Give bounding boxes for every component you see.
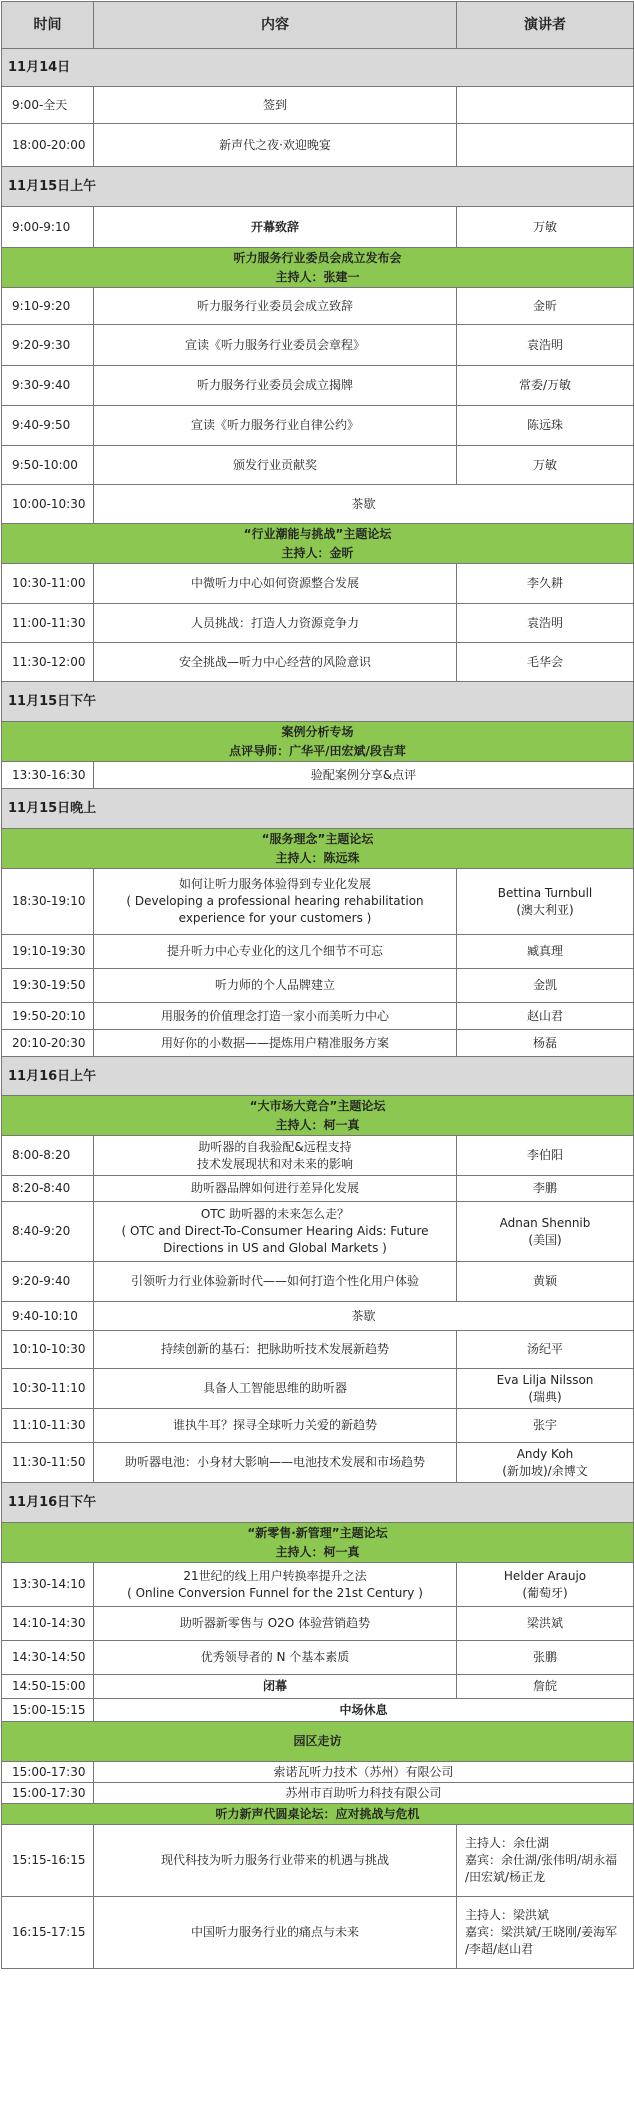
session-row bbox=[2, 1262, 634, 1302]
session-speaker: 汤纪平 bbox=[457, 1331, 634, 1369]
session-row bbox=[2, 1369, 634, 1409]
session-time: 11:00-11:30 bbox=[2, 604, 94, 643]
session-title: 现代科技为听力服务行业带来的机遇与挑战 bbox=[94, 1825, 457, 1897]
session-row bbox=[2, 1176, 634, 1202]
session-title bbox=[94, 1136, 457, 1176]
session-title: 验配案例分享&点评 bbox=[94, 762, 634, 789]
session-speaker: 詹皖 bbox=[457, 1675, 634, 1699]
speaker-name: Bettina Turnbull bbox=[497, 885, 593, 900]
session-speaker: 梁洪斌 bbox=[457, 1607, 634, 1641]
session-time: 19:10-19:30 bbox=[2, 935, 94, 969]
session-time: 10:00-10:30 bbox=[2, 485, 94, 524]
session-time: 11:30-12:00 bbox=[2, 643, 94, 682]
day-label: 11月15日下午 bbox=[2, 682, 634, 722]
day-row bbox=[2, 1057, 634, 1096]
day-label: 11月15日上午 bbox=[2, 167, 634, 207]
session-speaker bbox=[457, 1443, 634, 1483]
session-speaker: 万敏 bbox=[457, 446, 634, 485]
section-header bbox=[2, 1804, 634, 1825]
session-title: 听力服务行业委员会成立揭牌 bbox=[94, 366, 457, 406]
agenda-table bbox=[1, 1, 634, 1969]
session-title: 安全挑战—听力中心经营的风险意识 bbox=[94, 643, 457, 682]
day-row bbox=[2, 1483, 634, 1523]
section-title: 听力新声代圆桌论坛：应对挑战与危机 bbox=[2, 1804, 634, 1825]
session-speaker: 杨磊 bbox=[457, 1030, 634, 1057]
section-host: 主持人：陈远珠 bbox=[275, 850, 360, 865]
session-title bbox=[94, 869, 457, 935]
session-row bbox=[2, 869, 634, 935]
session-time: 18:30-19:10 bbox=[2, 869, 94, 935]
section-title: 园区走访 bbox=[2, 1722, 634, 1762]
session-row bbox=[2, 1675, 634, 1699]
col-header-time: 时间 bbox=[2, 2, 94, 49]
session-row bbox=[2, 762, 634, 789]
session-title: 助听器品牌如何进行差异化发展 bbox=[94, 1176, 457, 1202]
header-row bbox=[2, 2, 634, 49]
session-time: 10:30-11:00 bbox=[2, 564, 94, 604]
session-row bbox=[2, 604, 634, 643]
session-row bbox=[2, 1641, 634, 1675]
section-title: 案例分析专场 bbox=[281, 724, 354, 739]
session-time: 8:40-9:20 bbox=[2, 1202, 94, 1262]
session-title: 助听器电池：小身材大影响——电池技术发展和市场趋势 bbox=[94, 1443, 457, 1483]
session-time: 9:00-9:10 bbox=[2, 207, 94, 248]
session-time: 15:15-16:15 bbox=[2, 1825, 94, 1897]
session-title: 用好你的小数据——提炼用户精准服务方案 bbox=[94, 1030, 457, 1057]
day-row bbox=[2, 49, 634, 87]
session-time: 18:00-20:00 bbox=[2, 124, 94, 167]
session-time: 9:40-9:50 bbox=[2, 406, 94, 446]
session-speaker: 万敏 bbox=[457, 207, 634, 248]
session-title: 签到 bbox=[94, 87, 457, 124]
section-block bbox=[2, 1523, 634, 1563]
session-row bbox=[2, 643, 634, 682]
session-time: 9:30-9:40 bbox=[2, 366, 94, 406]
day-row bbox=[2, 789, 634, 829]
session-time: 15:00-17:30 bbox=[2, 1762, 94, 1783]
section-block bbox=[2, 248, 634, 288]
section-title: “大市场大竞合”主题论坛 bbox=[249, 1098, 386, 1113]
section-header bbox=[2, 524, 634, 564]
session-row bbox=[2, 564, 634, 604]
guest-line: 嘉宾：梁洪斌/王晓刚/姜海军 bbox=[465, 1925, 618, 1939]
speaker-name: Adnan Shennib bbox=[499, 1215, 591, 1230]
guest-line: 嘉宾：余仕湖/张伟明/胡永福 bbox=[465, 1853, 618, 1867]
day-row bbox=[2, 167, 634, 207]
session-speaker: 臧真理 bbox=[457, 935, 634, 969]
col-header-speaker: 演讲者 bbox=[457, 2, 634, 49]
session-title: 索诺瓦听力技术（苏州）有限公司 bbox=[94, 1762, 634, 1783]
session-title: 持续创新的基石：把脉助听技术发展新趋势 bbox=[94, 1331, 457, 1369]
section-header bbox=[2, 1523, 634, 1563]
session-speaker: 毛华会 bbox=[457, 643, 634, 682]
session-time: 15:00-17:30 bbox=[2, 1783, 94, 1804]
section-header bbox=[2, 1722, 634, 1762]
session-title: 优秀领导者的 N 个基本素质 bbox=[94, 1641, 457, 1675]
session-time: 9:20-9:30 bbox=[2, 325, 94, 366]
session-time: 8:20-8:40 bbox=[2, 1176, 94, 1202]
session-row bbox=[2, 1897, 634, 1969]
session-time: 14:50-15:00 bbox=[2, 1675, 94, 1699]
title-line: Directions in US and Global Markets ) bbox=[163, 1241, 387, 1255]
session-row bbox=[2, 969, 634, 1003]
session-title: 助听器新零售与 O2O 体验营销趋势 bbox=[94, 1607, 457, 1641]
section-host: 点评导师：广华平/田宏斌/段吉茸 bbox=[229, 743, 406, 758]
title-line: OTC 助听器的未来怎么走？ bbox=[200, 1207, 350, 1221]
session-time: 9:20-9:40 bbox=[2, 1262, 94, 1302]
session-title: 开幕致辞 bbox=[94, 207, 457, 248]
host-line: 主持人：余仕湖 bbox=[465, 1836, 550, 1850]
session-speaker: 张鹏 bbox=[457, 1641, 634, 1675]
session-time: 11:10-11:30 bbox=[2, 1409, 94, 1443]
speaker-country: (美国) bbox=[528, 1232, 562, 1247]
session-row bbox=[2, 1607, 634, 1641]
session-speaker bbox=[457, 1369, 634, 1409]
session-title: 引领听力行业体验新时代——如何打造个性化用户体验 bbox=[94, 1262, 457, 1302]
break-label: 茶歇 bbox=[94, 1302, 634, 1331]
title-line: ( Developing a professional hearing rehabilitation bbox=[126, 894, 424, 908]
session-title: 宣读《听力服务行业自律公约》 bbox=[94, 406, 457, 446]
speaker-country: (新加坡)/余博文 bbox=[502, 1463, 588, 1478]
session-speaker: 赵山君 bbox=[457, 1003, 634, 1030]
session-time: 8:00-8:20 bbox=[2, 1136, 94, 1176]
session-speaker: 陈远珠 bbox=[457, 406, 634, 446]
section-block bbox=[2, 722, 634, 762]
section-host: 主持人：柯一真 bbox=[275, 1117, 360, 1132]
session-speaker bbox=[457, 1202, 634, 1262]
session-title: 颁发行业贡献奖 bbox=[94, 446, 457, 485]
session-title: 听力师的个人品牌建立 bbox=[94, 969, 457, 1003]
day-row bbox=[2, 682, 634, 722]
speaker-country: (葡萄牙) bbox=[522, 1585, 568, 1600]
session-speaker: 金凯 bbox=[457, 969, 634, 1003]
session-time: 20:10-20:30 bbox=[2, 1030, 94, 1057]
break-label: 茶歇 bbox=[94, 485, 634, 524]
session-title: 中国听力服务行业的痛点与未来 bbox=[94, 1897, 457, 1969]
session-time: 19:50-20:10 bbox=[2, 1003, 94, 1030]
break-row bbox=[2, 1699, 634, 1722]
session-title: 闭幕 bbox=[94, 1675, 457, 1699]
title-line: ( OTC and Direct-To-Consumer Hearing Aids: Future bbox=[121, 1224, 429, 1238]
title-line: 21世纪的线上用户转换率提升之法 bbox=[183, 1568, 367, 1583]
section-header bbox=[2, 1096, 634, 1136]
section-header bbox=[2, 248, 634, 288]
session-time: 9:50-10:00 bbox=[2, 446, 94, 485]
session-title: 提升听力中心专业化的这几个细节不可忘 bbox=[94, 935, 457, 969]
section-title: “服务理念”主题论坛 bbox=[261, 831, 374, 846]
session-speaker: 李伯阳 bbox=[457, 1136, 634, 1176]
session-speaker bbox=[457, 87, 634, 124]
host-line: 主持人：梁洪斌 bbox=[465, 1908, 550, 1922]
session-speaker: 李鹏 bbox=[457, 1176, 634, 1202]
session-title bbox=[94, 1563, 457, 1607]
session-speaker: 常委/万敏 bbox=[457, 366, 634, 406]
session-speaker bbox=[457, 1897, 634, 1969]
section-host: 主持人：柯一真 bbox=[275, 1544, 360, 1559]
session-row bbox=[2, 935, 634, 969]
session-row bbox=[2, 87, 634, 124]
session-speaker bbox=[457, 124, 634, 167]
session-time: 13:30-16:30 bbox=[2, 762, 94, 789]
session-time: 10:10-10:30 bbox=[2, 1331, 94, 1369]
section-block bbox=[2, 1096, 634, 1136]
guest-line: /李超/赵山君 bbox=[465, 1942, 534, 1956]
section-host: 主持人：金昕 bbox=[281, 545, 354, 560]
section-block bbox=[2, 829, 634, 869]
speaker-name: Eva Lilja Nilsson bbox=[496, 1372, 594, 1387]
break-label: 中场休息 bbox=[94, 1699, 634, 1722]
session-row bbox=[2, 1443, 634, 1483]
day-label: 11月15日晚上 bbox=[2, 789, 634, 829]
session-title: 用服务的价值理念打造一家小而美听力中心 bbox=[94, 1003, 457, 1030]
session-row bbox=[2, 1331, 634, 1369]
session-row bbox=[2, 1136, 634, 1176]
session-row bbox=[2, 1003, 634, 1030]
break-row bbox=[2, 485, 634, 524]
session-time: 10:30-11:10 bbox=[2, 1369, 94, 1409]
break-row bbox=[2, 1302, 634, 1331]
speaker-name: Andy Koh bbox=[516, 1446, 574, 1461]
session-time: 9:10-9:20 bbox=[2, 288, 94, 325]
session-row bbox=[2, 406, 634, 446]
section-title: 听力服务行业委员会成立发布会 bbox=[233, 250, 402, 265]
session-row bbox=[2, 1563, 634, 1607]
session-time: 9:00-全天 bbox=[2, 87, 94, 124]
session-time: 19:30-19:50 bbox=[2, 969, 94, 1003]
session-row bbox=[2, 325, 634, 366]
title-line: 技术发展现状和对未来的影响 bbox=[196, 1156, 353, 1171]
session-speaker bbox=[457, 1825, 634, 1897]
session-row bbox=[2, 288, 634, 325]
title-line: 如何让听力服务体验得到专业化发展 bbox=[178, 877, 371, 891]
title-line: ( Online Conversion Funnel for the 21st Century ) bbox=[127, 1585, 423, 1600]
session-title: 中微听力中心如何资源整合发展 bbox=[94, 564, 457, 604]
session-speaker: 张宇 bbox=[457, 1409, 634, 1443]
section-host: 主持人：张建一 bbox=[275, 269, 360, 284]
session-row bbox=[2, 207, 634, 248]
section-title: “行业潮能与挑战”主题论坛 bbox=[243, 526, 392, 541]
session-time: 14:30-14:50 bbox=[2, 1641, 94, 1675]
session-title bbox=[94, 1202, 457, 1262]
guest-line: /田宏斌/杨正龙 bbox=[465, 1870, 546, 1884]
section-header bbox=[2, 829, 634, 869]
session-speaker bbox=[457, 1563, 634, 1607]
session-row bbox=[2, 1825, 634, 1897]
session-row bbox=[2, 1409, 634, 1443]
day-label: 11月14日 bbox=[2, 49, 634, 87]
session-title: 苏州市百助听力科技有限公司 bbox=[94, 1783, 634, 1804]
speaker-country: (瑞典) bbox=[528, 1389, 562, 1404]
day-label: 11月16日下午 bbox=[2, 1483, 634, 1523]
session-title: 宣读《听力服务行业委员会章程》 bbox=[94, 325, 457, 366]
session-row bbox=[2, 1762, 634, 1783]
title-line: 助听器的自我验配&远程支持 bbox=[198, 1139, 352, 1154]
section-block bbox=[2, 524, 634, 564]
session-row bbox=[2, 124, 634, 167]
session-row bbox=[2, 1783, 634, 1804]
session-time: 15:00-15:15 bbox=[2, 1699, 94, 1722]
session-title: 谁执牛耳？探寻全球听力关爱的新趋势 bbox=[94, 1409, 457, 1443]
col-header-content: 内容 bbox=[94, 2, 457, 49]
session-speaker: 李久耕 bbox=[457, 564, 634, 604]
speaker-country: (澳大利亚) bbox=[516, 902, 574, 917]
session-time: 11:30-11:50 bbox=[2, 1443, 94, 1483]
speaker-name: Helder Araujo bbox=[503, 1568, 587, 1583]
session-row bbox=[2, 446, 634, 485]
session-time: 9:40-10:10 bbox=[2, 1302, 94, 1331]
section-title: “新零售·新管理”主题论坛 bbox=[247, 1525, 388, 1540]
title-line: experience for your customers ) bbox=[178, 911, 372, 925]
session-row bbox=[2, 1202, 634, 1262]
session-title: 听力服务行业委员会成立致辞 bbox=[94, 288, 457, 325]
session-row bbox=[2, 366, 634, 406]
session-title: 具备人工智能思维的助听器 bbox=[94, 1369, 457, 1409]
session-row bbox=[2, 1030, 634, 1057]
day-label: 11月16日上午 bbox=[2, 1057, 634, 1096]
session-speaker: 金昕 bbox=[457, 288, 634, 325]
session-time: 16:15-17:15 bbox=[2, 1897, 94, 1969]
session-speaker: 黄颖 bbox=[457, 1262, 634, 1302]
session-speaker: 袁浩明 bbox=[457, 604, 634, 643]
session-title: 人员挑战：打造人力资源竞争力 bbox=[94, 604, 457, 643]
session-speaker bbox=[457, 869, 634, 935]
session-time: 13:30-14:10 bbox=[2, 1563, 94, 1607]
session-title: 新声代之夜·欢迎晚宴 bbox=[94, 124, 457, 167]
session-speaker: 袁浩明 bbox=[457, 325, 634, 366]
session-time: 14:10-14:30 bbox=[2, 1607, 94, 1641]
section-header bbox=[2, 722, 634, 762]
